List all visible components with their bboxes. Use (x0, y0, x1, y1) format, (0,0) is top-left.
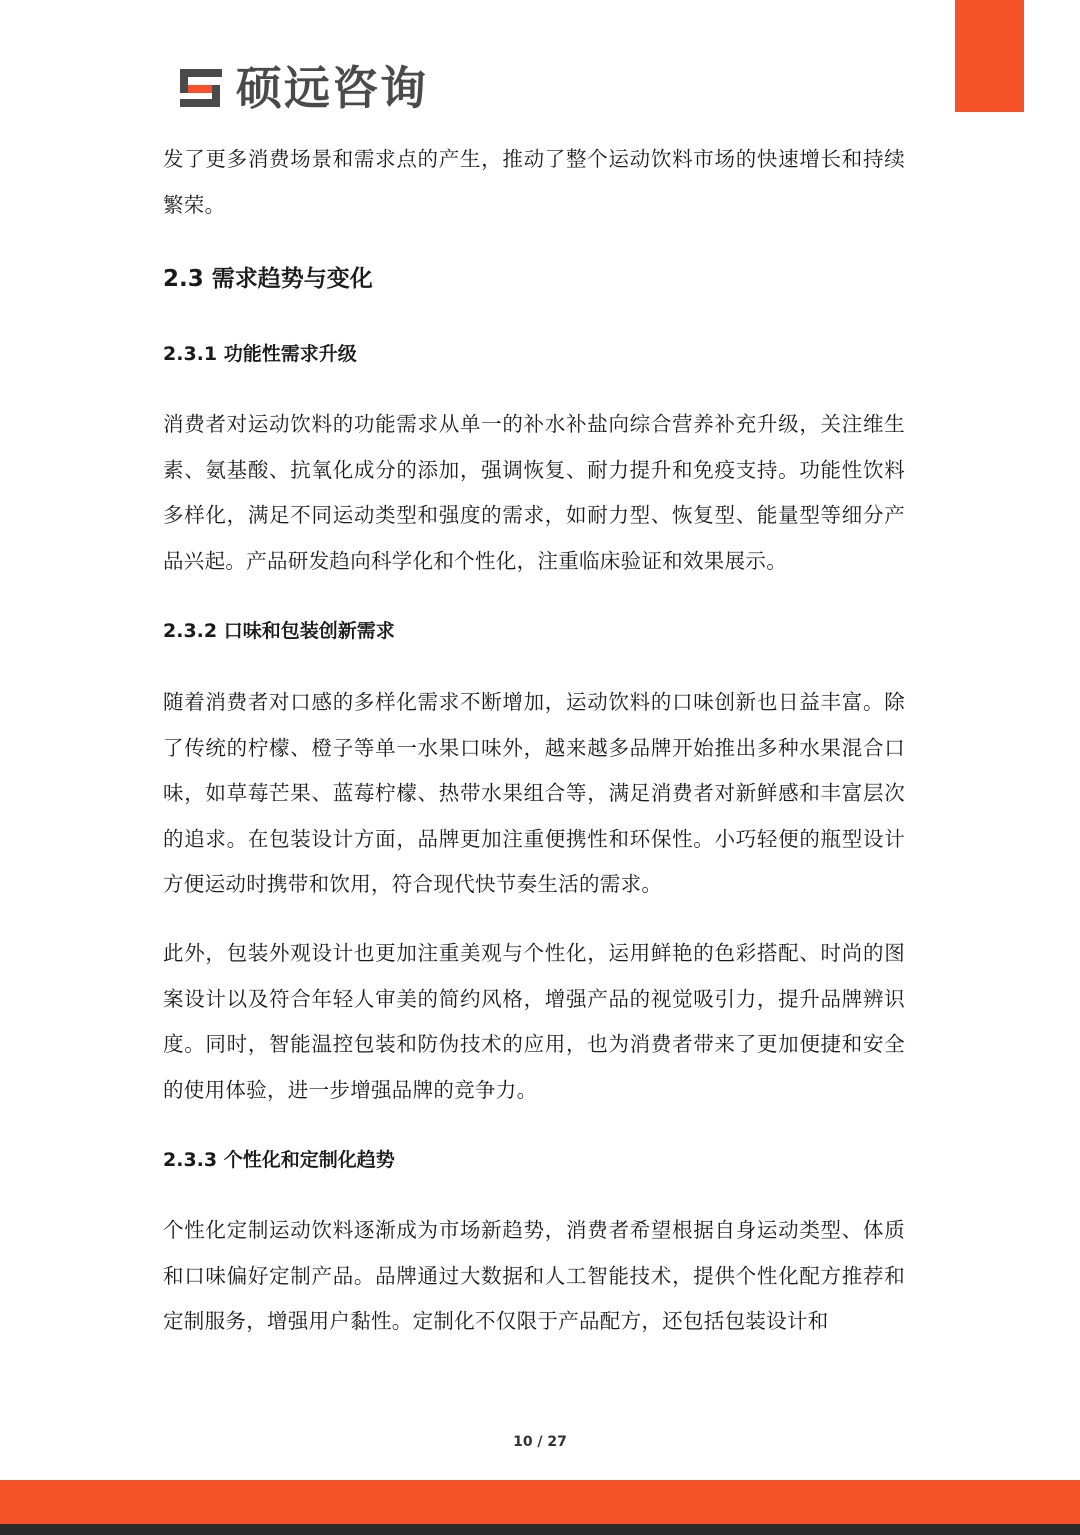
footer-dark-strip (0, 1524, 1080, 1535)
paragraph-2-3-2-a: 随着消费者对口感的多样化需求不断增加，运动饮料的口味创新也日益丰富。除了传统的柠檬、橙子等单一水果口味外，越来越多品牌开始推出多种水果混合口味，如草莓芒果、蓝莓柠檬、热带水果组合等，满足消费者对新鲜感和丰富层次的追求。在包装设计方面，品牌更加注重便携性和环保性。小巧轻便的瓶型设计方便运动时携带和饮用，符合现代快节奏生活的需求。 (163, 690, 905, 896)
paragraph-2-3-2-b: 此外，包装外观设计也更加注重美观与个性化，运用鲜艳的色彩搭配、时尚的图案设计以及符合年轻人审美的简约风格，增强产品的视觉吸引力，提升品牌辨识度。同时，智能温控包装和防伪技术的应用，也为消费者带来了更加便捷和安全的使用体验，进一步增强品牌的竞争力。 (163, 941, 905, 1102)
footer-accent-bar (0, 1480, 1080, 1524)
s-logo-icon (176, 65, 228, 111)
section-heading-2-3: 2.3 需求趋势与变化 (163, 266, 373, 292)
subsection-heading-2-3-3: 2.3.3 个性化和定制化趋势 (163, 1149, 395, 1171)
paragraph-2-3-3: 个性化定制运动饮料逐渐成为市场新趋势，消费者希望根据自身运动类型、体质和口味偏好定制产品。品牌通过大数据和人工智能技术，提供个性化配方推荐和定制服务，增强用户黏性。定制化不仅限于产品配方，还包括包装设计和 (163, 1218, 905, 1333)
intro-paragraph: 发了更多消费场景和需求点的产生，推动了整个运动饮料市场的快速增长和持续繁荣。 (163, 147, 905, 217)
paragraph-2-3-1: 消费者对运动饮料的功能需求从单一的补水补盐向综合营养补充升级，关注维生素、氨基酸、抗氧化成分的添加，强调恢复、耐力提升和免疫支持。功能性饮料多样化，满足不同运动类型和强度的需求，如耐力型、恢复型、能量型等细分产品兴起。产品研发趋向科学化和个性化，注重临床验证和效果展示。 (163, 412, 905, 573)
corner-accent-tab (955, 0, 1024, 112)
brand-logo (176, 62, 428, 114)
subsection-heading-2-3-1: 2.3.1 功能性需求升级 (163, 343, 357, 365)
brand-name: 硕远咨询 (236, 61, 428, 115)
page-number: 10 / 27 (513, 1434, 567, 1450)
subsection-heading-2-3-2: 2.3.2 口味和包装创新需求 (163, 620, 395, 642)
